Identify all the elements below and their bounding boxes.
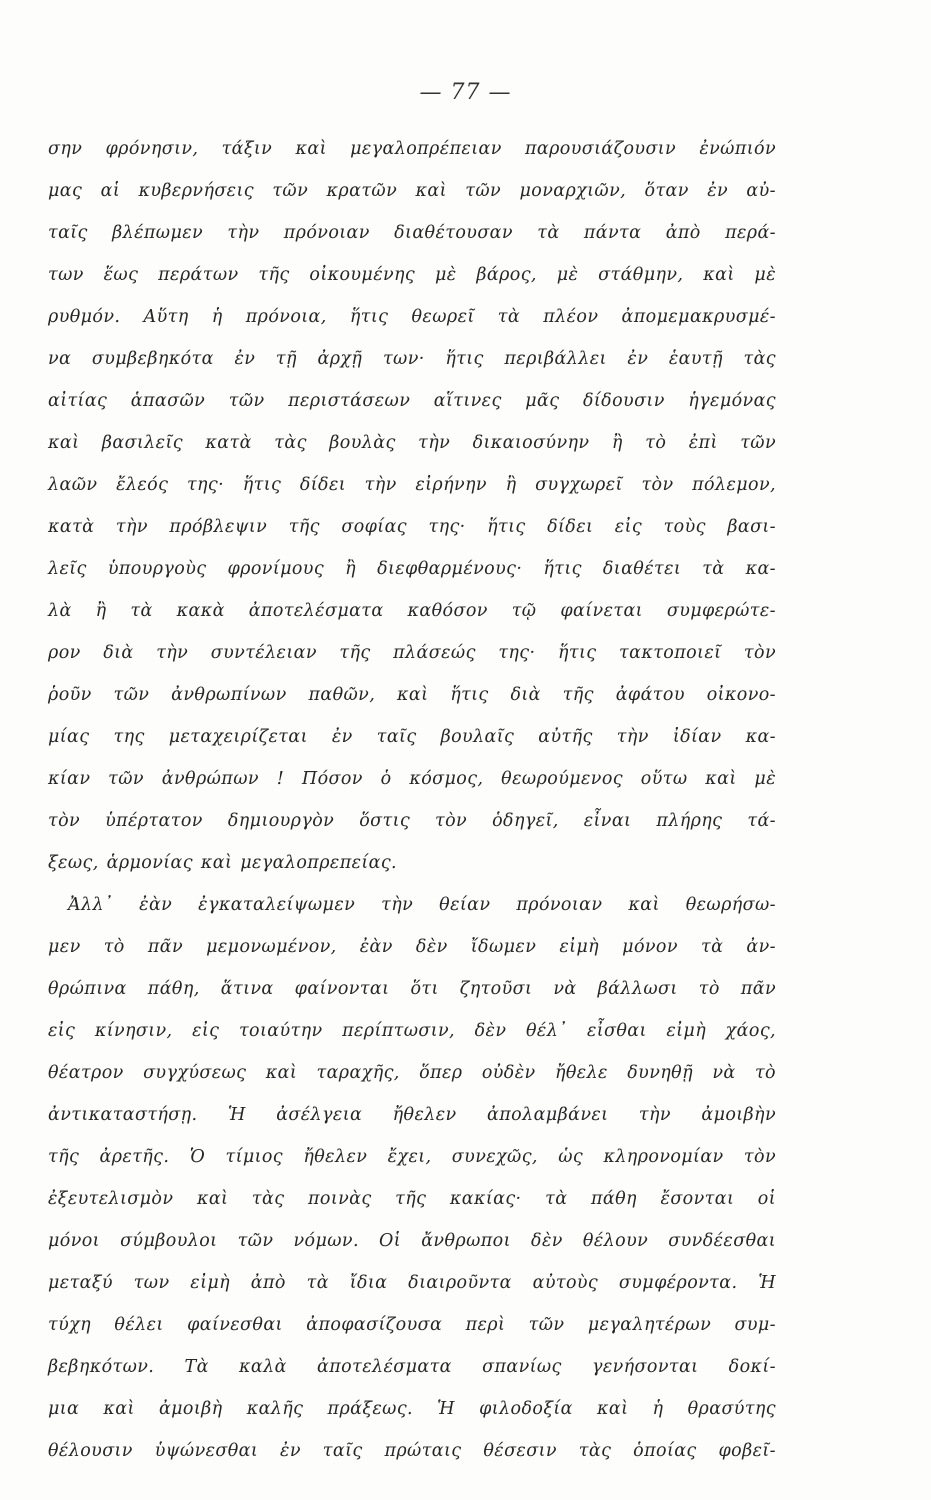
text-line: κατὰ τὴν πρόβλεψιν τῆς σοφίας της· ἥτις δίδει εἰς τοὺς βασι-	[48, 517, 776, 537]
text-line: ρυθμόν. Αὕτη ἡ πρόνοια, ἥτις θεωρεῖ τὰ πλέον ἀπομεμακρυσμέ-	[48, 307, 776, 327]
text-line: εἰς κίνησιν, εἰς τοιαύτην περίπτωσιν, δὲν θέλ᾽ εἶσθαι εἰμὴ χάος,	[48, 1021, 776, 1041]
text-line: καὶ βασιλεῖς κατὰ τὰς βουλὰς τὴν δικαιοσύνην ἢ τὸ ἐπὶ τῶν	[48, 433, 776, 453]
page-number: — 77 —	[419, 80, 512, 105]
text-line: μας αἱ κυβερνήσεις τῶν κρατῶν καὶ τῶν μοναρχιῶν, ὅταν ἐν αὐ-	[48, 181, 776, 201]
text-line: τύχη θέλει φαίνεσθαι ἀποφασίζουσα περὶ τῶν μεγαλητέρων συμ-	[48, 1315, 776, 1335]
body-text	[48, 128, 776, 1472]
text-line: σην φρόνησιν, τάξιν καὶ μεγαλοπρέπειαν παρουσιάζουσιν ἐνώπιόν	[48, 139, 776, 159]
text-line: ρον διὰ τὴν συντέλειαν τῆς πλάσεώς της· ἥτις τακτοποιεῖ τὸν	[48, 643, 776, 663]
text-line: μεταξύ των εἰμὴ ἀπὸ τὰ ἴδια διαιροῦντα αὐτοὺς συμφέροντα. Ἡ	[48, 1273, 776, 1293]
text-line: των ἕως περάτων τῆς οἰκουμένης μὲ βάρος, μὲ στάθμην, καὶ μὲ	[48, 265, 776, 285]
text-line: ἐξευτελισμὸν καὶ τὰς ποινὰς τῆς κακίας· τὰ πάθη ἔσονται οἱ	[48, 1189, 776, 1209]
text-line: μεν τὸ πᾶν μεμονωμένον, ἐὰν δὲν ἴδωμεν εἰμὴ μόνον τὰ ἀν-	[48, 937, 776, 957]
text-line: μίας της μεταχειρίζεται ἐν ταῖς βουλαῖς αὐτῆς τὴν ἰδίαν κα-	[48, 727, 776, 747]
text-line: κίαν τῶν ἀνθρώπων ! Πόσον ὁ κόσμος, θεωρούμενος οὕτω καὶ μὲ	[48, 769, 776, 789]
text-line: λὰ ἢ τὰ κακὰ ἀποτελέσματα καθόσον τῷ φαίνεται συμφερώτε-	[48, 601, 776, 621]
text-line: μια καὶ ἀμοιβὴ καλῆς πράξεως. Ἡ φιλοδοξία καὶ ἡ θρασύτης	[48, 1399, 776, 1419]
text-line: θέλουσιν ὑψώνεσθαι ἐν ταῖς πρώταις θέσεσιν τὰς ὁποίας φοβεῖ-	[48, 1441, 776, 1461]
text-line: ἀντικαταστήσῃ. Ἡ ἀσέλγεια ἤθελεν ἀπολαμβάνει τὴν ἀμοιβὴν	[48, 1105, 776, 1125]
text-line: τὸν ὑπέρτατον δημιουργὸν ὅστις τὸν ὁδηγεῖ, εἶναι πλήρης τά-	[48, 811, 776, 831]
text-line: ῥοῦν τῶν ἀνθρωπίνων παθῶν, καὶ ἥτις διὰ τῆς ἀφάτου οἰκονο-	[48, 685, 776, 705]
text-line: λαῶν ἔλεός της· ἥτις δίδει τὴν εἰρήνην ἢ συγχωρεῖ τὸν πόλεμον,	[48, 475, 776, 495]
text-line: αἰτίας ἁπασῶν τῶν περιστάσεων αἵτινες μᾶς δίδουσιν ἡγεμόνας	[48, 391, 776, 411]
text-line: θρώπινα πάθη, ἅτινα φαίνονται ὅτι ζητοῦσι νὰ βάλλωσι τὸ πᾶν	[48, 979, 776, 999]
text-line: θέατρον συγχύσεως καὶ ταραχῆς, ὅπερ οὐδὲν ἤθελε δυνηθῇ νὰ τὸ	[48, 1063, 776, 1083]
paragraph-end-line: ξεως, ἁρμονίας καὶ μεγαλοπρεπείας.	[48, 853, 398, 873]
paragraph-start-line: Ἀλλ᾽ ἐὰν ἐγκαταλείψωμεν τὴν θείαν πρόνοιαν καὶ θεωρήσω-	[68, 895, 776, 915]
text-line: τῆς ἀρετῆς. Ὁ τίμιος ἤθελεν ἔχει, συνεχῶς, ὡς κληρονομίαν τὸν	[48, 1147, 776, 1167]
text-line: λεῖς ὑπουργοὺς φρονίμους ἢ διεφθαρμένους· ἥτις διαθέτει τὰ κα-	[48, 559, 776, 579]
text-line: ταῖς βλέπωμεν τὴν πρόνοιαν διαθέτουσαν τὰ πάντα ἀπὸ περά-	[48, 223, 776, 243]
text-line: βεβηκότων. Τὰ καλὰ ἀποτελέσματα σπανίως γενήσονται δοκί-	[48, 1357, 776, 1377]
text-line: να συμβεβηκότα ἐν τῇ ἀρχῇ των· ἥτις περιβάλλει ἐν ἑαυτῇ τὰς	[48, 349, 776, 369]
text-line: μόνοι σύμβουλοι τῶν νόμων. Οἱ ἄνθρωποι δὲν θέλουν συνδέεσθαι	[48, 1231, 776, 1251]
